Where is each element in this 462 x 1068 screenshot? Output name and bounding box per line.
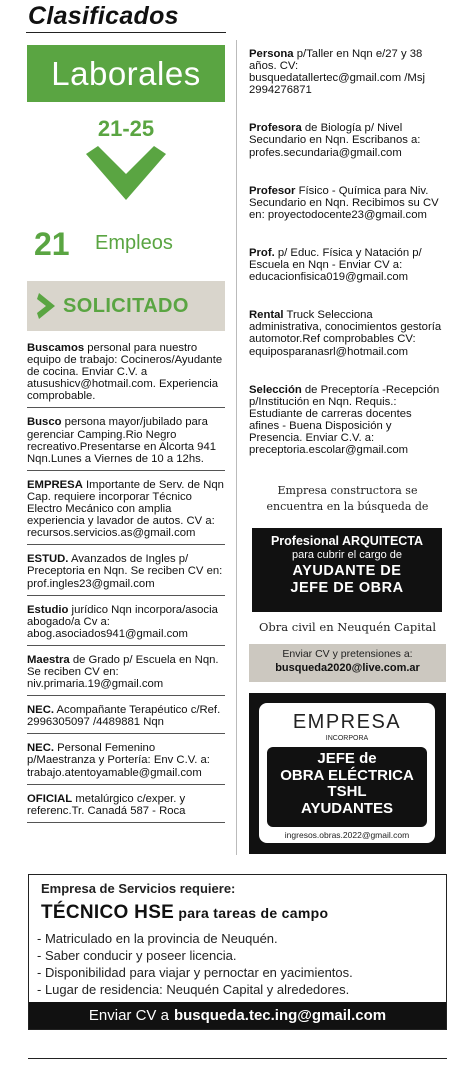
ad-keyword: OFICIAL bbox=[27, 792, 73, 805]
classified-ad bbox=[27, 702, 225, 734]
chevron-right-icon bbox=[37, 293, 55, 319]
classified-ad bbox=[249, 307, 443, 362]
classified-ad bbox=[249, 46, 443, 101]
hse-title-suffix: para tareas de campo bbox=[174, 905, 329, 921]
laborales-range: 21-25 bbox=[97, 116, 155, 141]
arquitecta-send-label: Enviar CV y pretensiones a: bbox=[282, 648, 413, 660]
ad-text: personal para nuestro equipo de trabajo: Cocineros/Ayudante de cocina. Enviar C.V. a atusushicv@hotmail.com. Experiencia comprobable. bbox=[27, 342, 223, 403]
obra-black-panel bbox=[267, 747, 427, 827]
solicitado-label: SOLICITADO bbox=[63, 294, 189, 317]
classified-ad bbox=[27, 791, 225, 823]
arquitecta-email: busqueda2020@live.com.ar bbox=[275, 662, 420, 674]
hse-send-label: Enviar CV a bbox=[88, 1007, 169, 1024]
obra-line-1: JEFE de bbox=[317, 750, 377, 767]
ad-text: de Preceptoría -Recepción p/Institución en Nqn. Requis.: Estudiante de carreras docentes afines - Buena Disposición y Presencia. Enviar C.V. a: preceptoria.escolar@gmail.com bbox=[249, 383, 440, 457]
hse-contact-bar bbox=[29, 1002, 446, 1029]
ad-keyword: Persona bbox=[249, 48, 294, 60]
hse-header: Empresa de Servicios requiere: bbox=[41, 881, 236, 896]
ad-keyword: NEC. bbox=[27, 704, 54, 717]
obra-title: EMPRESA bbox=[292, 711, 402, 733]
ad-keyword: Profesora bbox=[249, 122, 302, 135]
ad-text: Acompañante Terapéutico c/Ref. 2996305097 /4489881 Nqn bbox=[27, 704, 221, 729]
ad-text: Personal Femenino p/Maestranza y Portería: Env C.V. a: trabajo.atentoyamable@gmail.com bbox=[27, 742, 210, 779]
left-ads-column bbox=[27, 340, 225, 829]
ad-text: metalúrgico c/exper. y referenc.Tr. Canadá 587 - Roca bbox=[27, 792, 186, 817]
ad-text: Avanzados de Ingles p/ Preceptoria en Nqn. Se reciben CV en: prof.ingles23@gmail.com bbox=[27, 553, 223, 590]
obra-line-3: TSHL bbox=[327, 783, 367, 800]
hse-requirement-item: - Saber conducir y poseer licencia. bbox=[37, 948, 237, 963]
classified-ad bbox=[27, 414, 225, 470]
classified-ad bbox=[249, 183, 443, 226]
ad-text: de Grado p/ Escuela en Nqn. Se reciben CV en: niv.primaria.19@gmail.com bbox=[27, 653, 219, 691]
ad-keyword: Buscamos bbox=[27, 342, 85, 354]
ad-text: Importante de Serv. de Nqn Cap. requiere incorporar Técnico Electro Mecánico con amplia experiencia y lavador de autos. CV a: recursos.servicios.as@gmail.com bbox=[27, 478, 224, 540]
ad-text: persona mayor/jubilado para gerenciar Camping.Rio Negro recreativo.Presentarse en Alcorta 941 Nqn.Lunes a Viernes de 10 a 12hs. bbox=[27, 416, 217, 465]
chevron-down-icon bbox=[86, 146, 166, 204]
classified-ad bbox=[27, 477, 225, 545]
ad-keyword: Prof. bbox=[249, 246, 275, 259]
arquitecta-contact bbox=[249, 644, 446, 682]
arquitecta-location: Obra civil en Neuquén Capital bbox=[258, 620, 437, 634]
laborales-count-label: Empleos bbox=[95, 232, 173, 254]
solicitado-banner bbox=[27, 281, 225, 331]
classified-ad bbox=[27, 740, 225, 784]
hse-requirement-item: - Disponibilidad para viajar y pernoctar en yacimientos. bbox=[37, 965, 353, 980]
bottom-divider bbox=[28, 1058, 447, 1059]
ad-text: de Biología p/ Nivel Secundario en Nqn. Escribanos a: profes.secundaria@gmail.com bbox=[249, 122, 421, 159]
ad-keyword: Profesor bbox=[249, 184, 296, 197]
arquitecta-line-3: AYUDANTE DE bbox=[292, 563, 402, 579]
hse-requirement-item: - Lugar de residencia: Neuquén Capital y alrededores. bbox=[37, 982, 350, 997]
obra-subtitle: INCORPORA bbox=[325, 735, 369, 742]
hse-title bbox=[41, 902, 328, 924]
arquitecta-line-1: Profesional ARQUITECTA bbox=[270, 534, 424, 548]
arquitecta-black-panel bbox=[252, 528, 442, 612]
obra-line-4: AYUDANTES bbox=[301, 799, 393, 817]
column-divider bbox=[236, 40, 237, 855]
arquitecta-intro-2: encuentra en la búsqueda de bbox=[266, 500, 429, 513]
hse-ad-box bbox=[28, 874, 447, 1030]
hse-requirement-item: - Matriculado en la provincia de Neuquén. bbox=[37, 931, 278, 946]
arquitecta-line-2: para cubrir el cargo de bbox=[291, 549, 403, 561]
ad-keyword: NEC. bbox=[27, 742, 54, 755]
obra-electrica-ad-box bbox=[249, 693, 446, 854]
classified-ad bbox=[249, 245, 443, 288]
hse-email: busqueda.tec.ing@gmail.com bbox=[173, 1007, 387, 1024]
section-title: Clasificados bbox=[28, 2, 179, 30]
ad-text: jurídico Nqn incorpora/asocia abogado/a Cv a: abog.asociados941@gmail.com bbox=[27, 603, 218, 640]
classified-ad bbox=[27, 340, 225, 408]
hse-title-main: TÉCNICO HSE bbox=[41, 902, 175, 923]
arquitecta-line-4: JEFE DE OBRA bbox=[290, 580, 404, 596]
laborales-count: 21 bbox=[34, 226, 70, 262]
ad-text: Truck Selecciona administrativa, conocimientos gestoría automotor.Ref comprobables CV: equiposparanasrl@hotmail.com bbox=[249, 309, 442, 358]
arquitecta-intro-1: Empresa constructora se bbox=[277, 484, 418, 497]
ad-keyword: EMPRESA bbox=[27, 478, 83, 491]
classified-ad bbox=[27, 551, 225, 595]
obra-email: ingresos.obras.2022@gmail.com bbox=[284, 830, 410, 840]
ad-keyword: Estudio bbox=[27, 603, 69, 616]
ad-text: p/Taller en Nqn e/27 y 38 años. CV: busquedatallertec@gmail.com /Msj 2994276871 bbox=[249, 48, 425, 97]
obra-electrica-inner bbox=[259, 703, 435, 843]
ad-keyword: ESTUD. bbox=[27, 553, 69, 566]
classified-ad bbox=[27, 652, 225, 696]
classified-ad bbox=[27, 602, 225, 646]
classified-ad bbox=[249, 382, 443, 462]
ad-keyword: Selección bbox=[249, 383, 302, 396]
ad-text: p/ Educ. Física y Natación p/ Escuela en Nqn - Enviar CV a: educacionfisica019@gmail.com bbox=[249, 246, 422, 284]
obra-line-2: OBRA ELÉCTRICA bbox=[280, 766, 414, 784]
ad-keyword: Maestra bbox=[27, 653, 70, 666]
classified-ad bbox=[249, 120, 443, 163]
title-divider bbox=[26, 32, 226, 33]
ad-text: Físico - Química para Niv. Secundario en Nqn. Recibimos su CV en: proyectodocente23@gmail.com bbox=[249, 184, 439, 221]
right-ads-column bbox=[249, 46, 443, 480]
laborales-heading: Laborales bbox=[27, 45, 225, 102]
hse-requirements bbox=[37, 930, 353, 998]
ad-keyword: Busco bbox=[27, 416, 62, 429]
ad-keyword: Rental bbox=[249, 309, 284, 322]
